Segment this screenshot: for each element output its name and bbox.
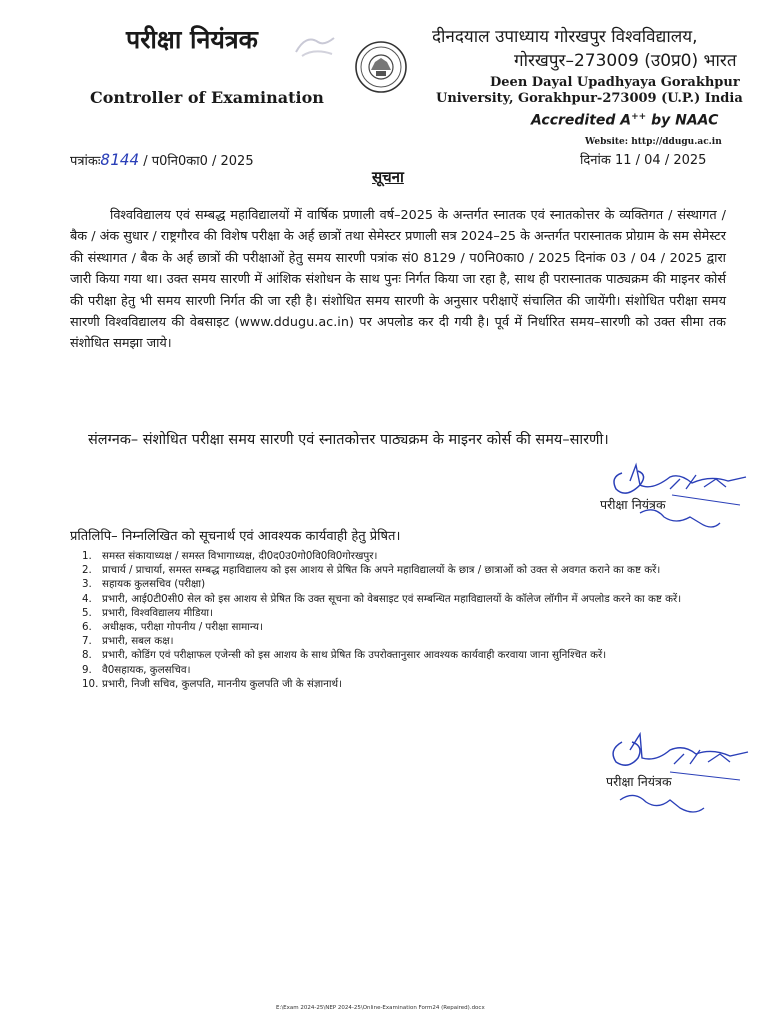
accreditation-grade: ++	[631, 112, 647, 122]
list-item-text: वै0सहायक, कुलसचिव।	[102, 663, 191, 676]
list-item	[82, 678, 727, 692]
list-item-text: सहायक कुलसचिव (परीक्षा)	[102, 578, 206, 591]
list-item-number: 10.	[82, 677, 99, 690]
reference-handwritten-number: 8144	[100, 150, 140, 169]
office-title-english: Controller of Examination	[90, 88, 324, 107]
list-item-number: 8.	[82, 649, 92, 662]
list-item-number: 1.	[82, 550, 92, 562]
reference-prefix: पत्रांकः	[70, 154, 101, 169]
list-item	[82, 564, 727, 578]
accreditation-suffix: by NAAC	[651, 112, 719, 129]
list-item-text: समस्त संकायाध्यक्ष / समस्त विभागाध्यक्ष, दी0द0उ0गो0वि0वि0गोरखपुर।	[102, 550, 378, 562]
copy-heading: प्रतिलिपि– निम्नलिखित को सूचनार्थ एवं आवश्यक कार्यवाही हेतु प्रेषित।	[70, 529, 401, 544]
university-seal-icon	[354, 40, 408, 94]
list-item	[82, 635, 727, 649]
list-item-text: प्रभारी, कोडिंग एवं परीक्षाफल एजेन्सी को इस आशय के साथ प्रेषित कि उपरोक्तानुसार आवश्यक कार्यवाही करवाया जाना सुनिश्चित करें।	[102, 649, 607, 662]
enclosure-note	[70, 430, 726, 451]
enclosure-text: संलग्नक– संशोधित परीक्षा समय सारणी एवं स्नातकोत्तर पाठ्यक्रम के माइनर कोर्स की समय–सारणी।	[88, 432, 609, 448]
university-address-hindi: गोरखपुर–273009 (उ0प्र0) भारत	[514, 51, 737, 71]
list-item	[82, 621, 727, 635]
accreditation-prefix: Accredited A	[531, 112, 632, 129]
list-item	[82, 664, 727, 678]
footer-file-path: E:\Exam 2024-25\NEP 2024-25\Online-Examination Form24 (Repaired).docx	[276, 1005, 485, 1011]
list-item-text: प्रभारी, सबल कक्ष।	[102, 635, 174, 648]
list-item-number: 7.	[82, 635, 92, 648]
list-item-text: प्रभारी, निजी सचिव, कुलपति, माननीय कुलपति जी के संज्ञानार्थ।	[102, 677, 342, 690]
reference-suffix: / प0नि0का0 / 2025	[143, 154, 254, 169]
list-item-text: प्रभारी, आई0टी0सी0 सेल को इस आशय से प्रेषित कि उक्त सूचना को वेबसाइट एवं सम्बन्धित महाविद्यालयों के कॉलेज लॉगीन में अपलोड करने का कष्ट करें।	[102, 592, 682, 605]
list-item	[82, 593, 727, 607]
signatory-title-2: परीक्षा नियंत्रक	[606, 774, 672, 789]
list-item-text: अधीक्षक, परीक्षा गोपनीय / परीक्षा सामान्य।	[102, 620, 263, 633]
list-item-text: प्राचार्य / प्राचार्या, समस्त सम्बद्ध महाविद्यालय को इस आशय से प्रेषित कि अपने महाविद्यालयों के छात्र / छात्राओं को उक्त से अवगत कराने का कष्ट करें।	[102, 564, 661, 577]
notice-body	[70, 205, 726, 355]
issue-date: दिनांक 11 / 04 / 2025	[580, 153, 707, 168]
list-item	[82, 607, 727, 621]
university-address-english: University, Gorakhpur-273009 (U.P.) India	[436, 91, 743, 106]
university-name-hindi: दीनदयाल उपाध्याय गोरखपुर विश्वविद्यालय,	[432, 27, 698, 47]
list-item-number: 2.	[82, 564, 92, 577]
list-item-number: 3.	[82, 578, 92, 591]
list-item-number: 5.	[82, 606, 92, 619]
faded-logo-icon	[292, 30, 338, 60]
list-item-number: 4.	[82, 592, 92, 605]
university-name-english: Deen Dayal Upadhyaya Gorakhpur	[490, 75, 740, 90]
signatory-title-1: परीक्षा नियंत्रक	[600, 497, 666, 512]
list-item-number: 9.	[82, 663, 92, 676]
notice-title: सूचना	[372, 168, 404, 186]
notice-body-text: विश्वविद्यालय एवं सम्बद्ध महाविद्यालयों में वार्षिक प्रणाली वर्ष–2025 के अन्तर्गत स्नातक एवं स्नातकोत्तर के व्यक्तिगत / संस्थागत / बैक / अंक सुधार / राष्ट्रगौरव की विशेष परीक्षा के अर्ह छात्रों तथा सेमेस्टर प्रणाली सत्र 2024–25 के अन्तर्गत परास्नातक प्रोग्राम के सम सेमेस्टर की संस्थागत / बैक के अर्ह छात्रों की परीक्षाओं हेतु समय सारणी पत्रांक सं0 8129 / प0नि0का0 / 2025 दिनांक 03 / 04 / 2025 द्वारा जारी किया गया था। उक्त समय सारणी में आंशिक संशोधन के साथ पुनः निर्गत किया जा रहा है, साथ ही परास्नातक पाठ्यक्रम की माइनर कोर्स की परीक्षा हेतु भी समय सारणी निर्गत की जा रही है। संशोधित समय सारणी के अनुसार परीक्षाऐं संचालित की जायेंगी। संशोधित परीक्षा समय सारणी विश्वविद्यालय की वेबसाइट (www.ddugu.ac.in) पर अपलोड कर दी गयी है। पूर्व में निर्धारित समय–सारणी को उक्त सीमा तक संशोधित समझा जाये।	[70, 208, 726, 352]
website-link[interactable]: Website: http://ddugu.ac.in	[585, 137, 722, 147]
copy-list	[82, 550, 727, 692]
accreditation-text	[531, 112, 718, 129]
list-item	[82, 578, 727, 592]
reference-number	[70, 150, 254, 169]
list-item-text: प्रभारी, विश्वविद्यालय मीडिया।	[102, 606, 213, 619]
office-title-hindi: परीक्षा नियंत्रक	[126, 25, 258, 54]
list-item	[82, 550, 727, 564]
list-item	[82, 649, 727, 663]
list-item-number: 6.	[82, 620, 92, 633]
